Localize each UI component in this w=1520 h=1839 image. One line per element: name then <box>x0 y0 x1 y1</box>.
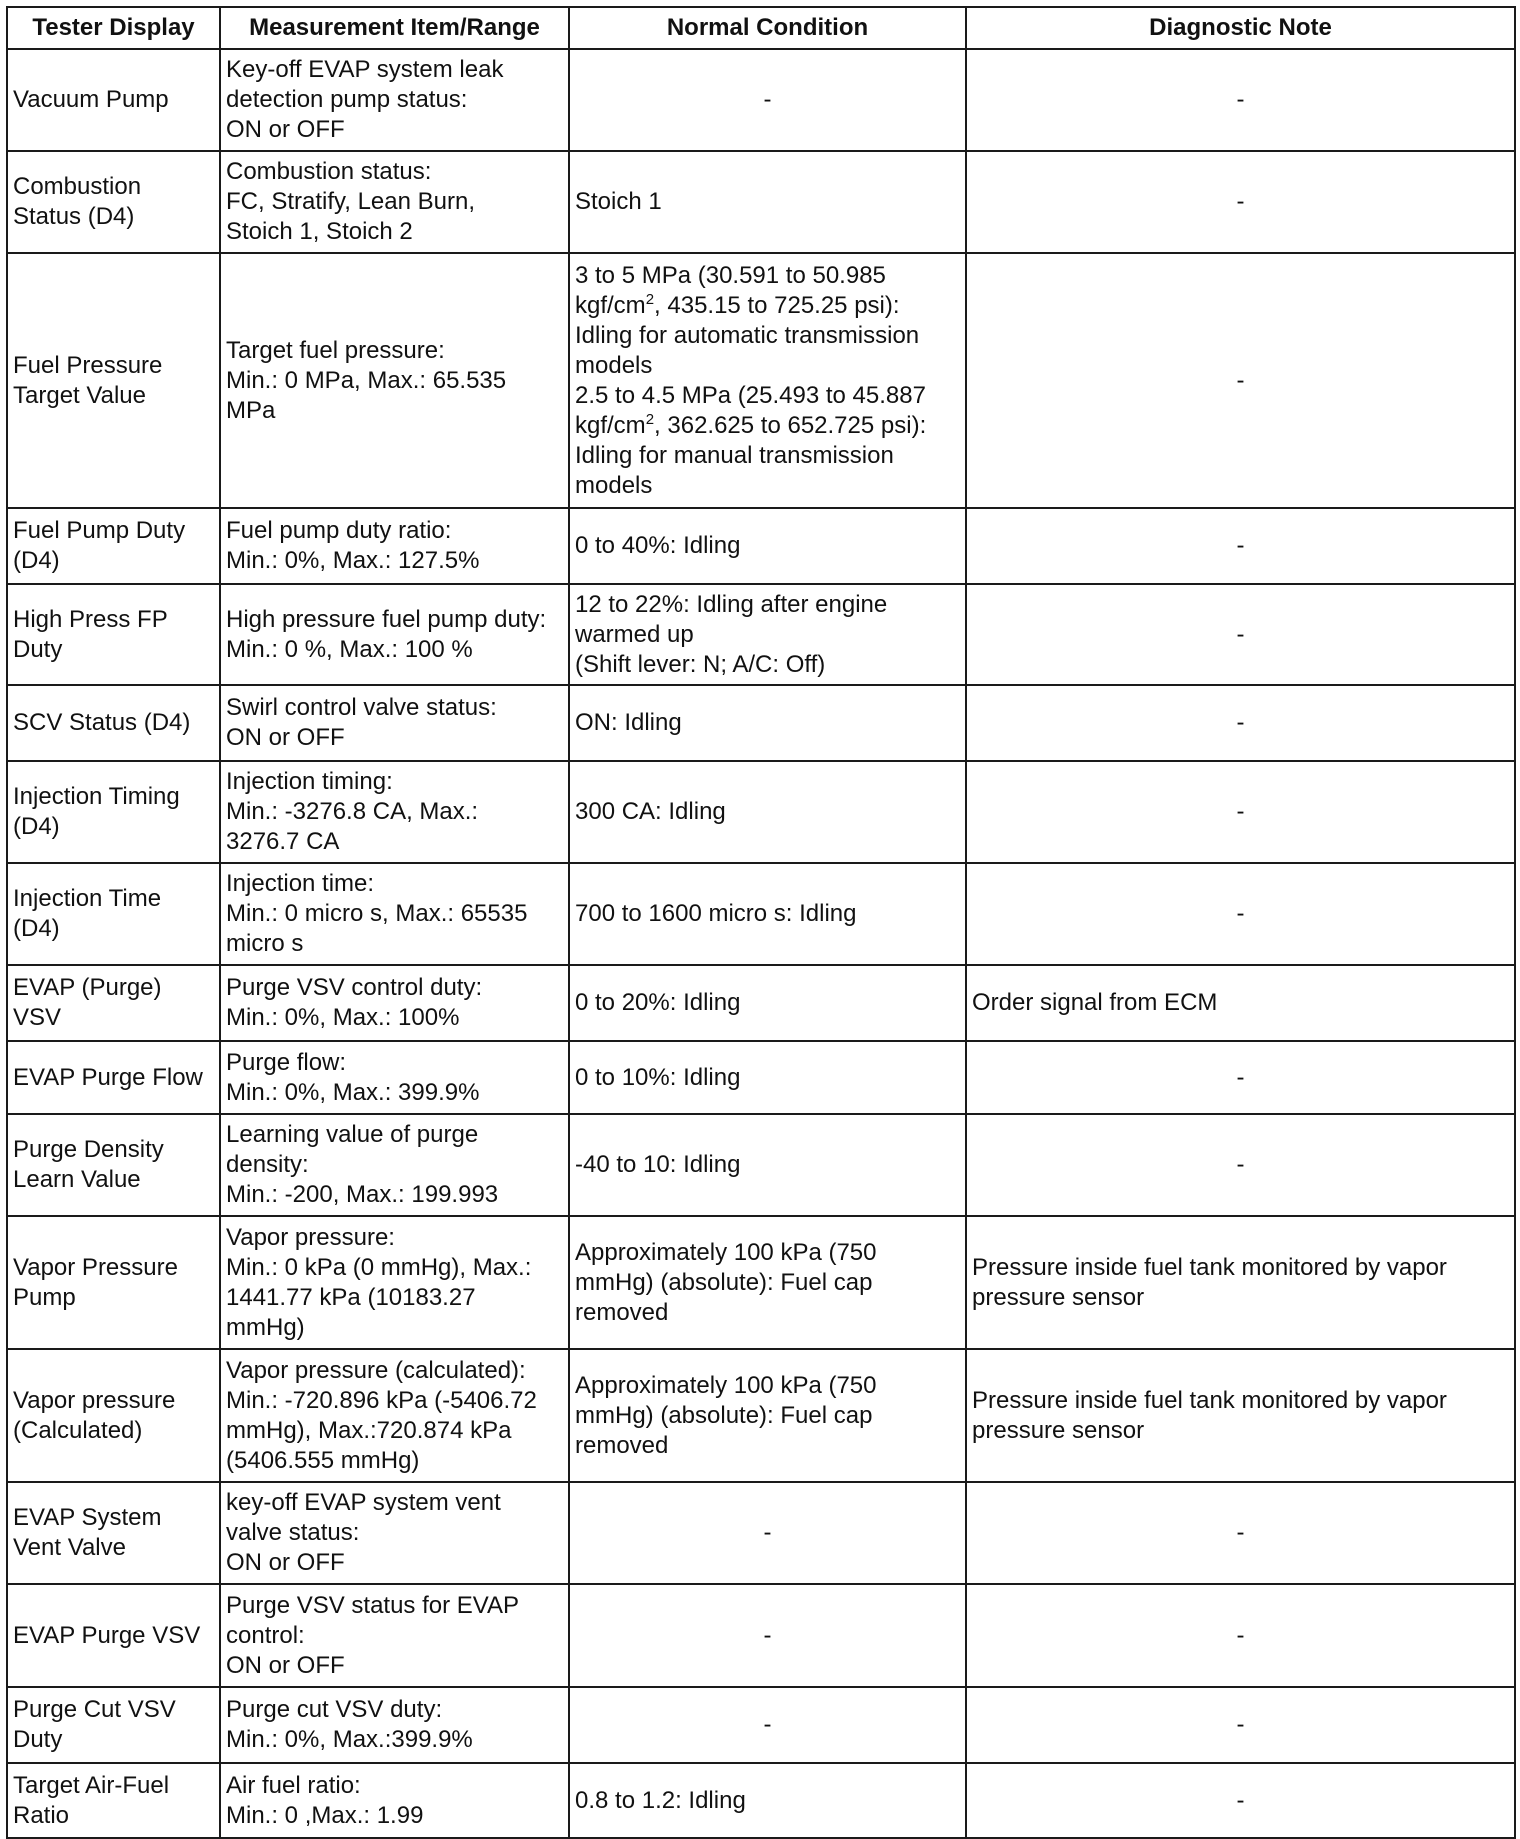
cell-text-line: Injection Timing <box>13 783 180 810</box>
cell-text-line: - <box>763 86 772 113</box>
tester-display-cell <box>7 863 220 965</box>
cell-text-line: Learning value of purge <box>226 1121 479 1148</box>
cell-text-line: (Calculated) <box>13 1416 143 1444</box>
cell-text-line: mmHg) (absolute): Fuel cap <box>575 1401 873 1429</box>
cell-text-line: Pressure inside fuel tank monitored by vapor <box>972 1386 1447 1414</box>
header-row <box>7 7 1515 49</box>
diagnostic-note-cell <box>966 508 1515 584</box>
cell-text-line: Idling for manual transmission <box>575 441 894 469</box>
cell-text-line: - <box>1236 1621 1245 1649</box>
cell-text-line: valve status: <box>226 1519 360 1546</box>
cell-text-line: Target fuel pressure: <box>226 336 445 364</box>
cell-text-line: Min.: 0%, Max.: 399.9% <box>226 1078 480 1106</box>
measurement-range-cell <box>220 1114 569 1216</box>
diagnostic-note-cell <box>966 863 1515 965</box>
diagnostic-note-cell <box>966 685 1515 761</box>
cell-text-line: 0.8 to 1.2: Idling <box>575 1786 746 1814</box>
normal-condition-cell <box>569 1216 966 1349</box>
table-body <box>7 49 1515 1838</box>
header-tester-display: Tester Display <box>7 7 220 49</box>
cell-text-line: ON or OFF <box>226 1651 345 1679</box>
table-row <box>7 1041 1515 1114</box>
diagnostic-note-cell <box>966 49 1515 151</box>
cell-text-line: - <box>763 1519 772 1546</box>
diagnostic-note-cell <box>966 584 1515 685</box>
cell-text-line: models <box>575 471 653 499</box>
cell-text-line: Injection Time <box>13 885 162 912</box>
cell-text-line: models <box>575 351 653 379</box>
diagnostic-note-cell <box>966 1216 1515 1349</box>
table-row <box>7 1763 1515 1838</box>
cell-text-line: Purge VSV status for EVAP <box>226 1591 520 1619</box>
cell-text-line: FC, Stratify, Lean Burn, <box>226 188 475 215</box>
cell-text-line: Vent Valve <box>13 1534 126 1561</box>
cell-text-line: - <box>1236 1151 1245 1178</box>
table-row <box>7 584 1515 685</box>
tester-display-cell <box>7 508 220 584</box>
cell-text-line: pressure sensor <box>972 1416 1145 1444</box>
cell-text-line: Purge cut VSV duty: <box>226 1696 443 1723</box>
cell-text-line: (Shift lever: N; A/C: Off) <box>575 650 826 678</box>
cell-text-line: Key-off EVAP system leak <box>226 56 504 83</box>
cell-text-line: Approximately 100 kPa (750 <box>575 1371 877 1399</box>
table-row <box>7 761 1515 863</box>
table-row <box>7 863 1515 965</box>
cell-text-line: kgf/$cm^2$, 435.15 to 725.25 psi): <box>575 290 900 319</box>
cell-text-line: ON: Idling <box>575 709 682 736</box>
tester-display-cell <box>7 1482 220 1584</box>
cell-text-line: Purge Density <box>13 1136 164 1163</box>
tester-display-cell <box>7 1763 220 1838</box>
cell-text-line: Combustion status: <box>226 158 432 185</box>
cell-text-line: Min.: 0%, Max.: 100% <box>226 1004 460 1031</box>
normal-condition-cell <box>569 863 966 965</box>
cell-text-line: 0 to 20%: Idling <box>575 989 741 1016</box>
cell-text-line: kgf/$cm^2$, 362.625 to 652.725 psi): <box>575 410 927 439</box>
cell-text-line: Approximately 100 kPa (750 <box>575 1238 877 1266</box>
normal-condition-cell <box>569 1763 966 1838</box>
measurement-range-cell <box>220 685 569 761</box>
cell-text-line: - <box>1236 366 1245 394</box>
measurement-range-cell <box>220 1763 569 1838</box>
table-row <box>7 151 1515 253</box>
table-row <box>7 1349 1515 1482</box>
cell-text-line: Vapor Pressure <box>13 1253 178 1281</box>
tester-display-cell <box>7 584 220 685</box>
cell-text-line: Fuel Pump Duty <box>13 517 186 544</box>
diagnostic-note-cell <box>966 1482 1515 1584</box>
cell-text-line: - <box>763 1621 772 1649</box>
cell-text-line: mmHg), Max.:720.874 kPa <box>226 1416 512 1444</box>
measurement-range-cell <box>220 253 569 508</box>
table-row <box>7 49 1515 151</box>
cell-text-line: Vapor pressure: <box>226 1223 395 1251</box>
measurement-range-cell <box>220 1482 569 1584</box>
cell-text-line: warmed up <box>575 620 694 648</box>
cell-text-line: Purge VSV control duty: <box>226 974 483 1001</box>
cell-text-line: micro s <box>226 930 304 957</box>
cell-text-line: - <box>1236 1519 1245 1546</box>
cell-text-line: (D4) <box>13 547 60 574</box>
table-row <box>7 1114 1515 1216</box>
normal-condition-cell <box>569 965 966 1041</box>
cell-text-line: High Press FP <box>13 605 168 633</box>
cell-text-line: Duty <box>13 1726 63 1753</box>
cell-text-line: Injection time: <box>226 870 375 897</box>
cell-text-line: 3276.7 CA <box>226 828 340 855</box>
cell-text-line: EVAP Purge VSV <box>13 1621 201 1649</box>
cell-text-line: Min.: 0 kPa (0 mmHg), Max.: <box>226 1253 532 1281</box>
cell-text-line: Order signal from ECM <box>972 989 1218 1016</box>
tester-display-cell <box>7 253 220 508</box>
header-diagnostic-note: Diagnostic Note <box>966 7 1515 49</box>
normal-condition-cell <box>569 49 966 151</box>
cell-text-line: - <box>1236 1063 1245 1091</box>
normal-condition-cell <box>569 253 966 508</box>
table-row <box>7 1687 1515 1763</box>
cell-text-line: Min.: 0 MPa, Max.: 65.535 <box>226 366 507 394</box>
tester-display-cell <box>7 151 220 253</box>
cell-text-line: Min.: 0%, Max.: 127.5% <box>226 547 480 574</box>
cell-text-line: - <box>1236 532 1245 559</box>
measurement-range-cell <box>220 1584 569 1687</box>
cell-text-line: - <box>1236 620 1245 648</box>
cell-text-line: removed <box>575 1298 669 1326</box>
diagnostic-note-cell <box>966 1763 1515 1838</box>
normal-condition-cell <box>569 1584 966 1687</box>
measurement-range-cell <box>220 761 569 863</box>
cell-text-line: Idling for automatic transmission <box>575 321 920 349</box>
cell-text-line: - <box>1236 86 1245 113</box>
cell-text-line: - <box>1236 1786 1245 1814</box>
cell-text-line: - <box>1236 798 1245 825</box>
cell-text-line: VSV <box>13 1004 62 1031</box>
cell-text-line: MPa <box>226 396 276 424</box>
diagnostic-note-cell <box>966 1687 1515 1763</box>
tester-display-cell <box>7 965 220 1041</box>
cell-text-line: - <box>1236 709 1245 736</box>
cell-text-line: Stoich 1, Stoich 2 <box>226 218 413 245</box>
cell-text-line: Vapor pressure <box>13 1386 176 1414</box>
cell-text-line: density: <box>226 1151 309 1178</box>
cell-text-line: Fuel Pressure <box>13 351 163 379</box>
cell-text-line: High pressure fuel pump duty: <box>226 605 547 633</box>
normal-condition-cell <box>569 761 966 863</box>
tester-display-cell <box>7 1687 220 1763</box>
cell-text-line: (D4) <box>13 813 60 840</box>
cell-text-line: Min.: 0 micro s, Max.: 65535 <box>226 900 528 927</box>
diagnostic-note-cell <box>966 761 1515 863</box>
measurement-range-cell <box>220 1349 569 1482</box>
cell-text-line: Injection timing: <box>226 768 393 795</box>
cell-text-line: Fuel pump duty ratio: <box>226 517 452 544</box>
normal-condition-cell <box>569 584 966 685</box>
cell-text-line: Min.: 0%, Max.:399.9% <box>226 1726 473 1753</box>
measurement-range-cell <box>220 1216 569 1349</box>
cell-text-line: - <box>1236 1711 1245 1738</box>
cell-text-line: (5406.555 mmHg) <box>226 1446 420 1474</box>
cell-text-line: EVAP System <box>13 1504 162 1531</box>
normal-condition-cell <box>569 1349 966 1482</box>
measurement-range-cell <box>220 151 569 253</box>
diagnostic-note-cell <box>966 965 1515 1041</box>
measurement-range-cell <box>220 863 569 965</box>
cell-text-line: (D4) <box>13 915 60 942</box>
cell-text-line: - <box>763 1711 772 1738</box>
cell-text-line: Air fuel ratio: <box>226 1771 361 1799</box>
cell-text-line: 1441.77 kPa (10183.27 <box>226 1283 476 1311</box>
cell-text-line: Combustion <box>13 173 142 200</box>
cell-text-line: detection pump status: <box>226 86 468 113</box>
cell-text-line: 0 to 40%: Idling <box>575 532 741 559</box>
cell-text-line: Min.: 0 %, Max.: 100 % <box>226 635 473 663</box>
measurement-range-cell <box>220 1687 569 1763</box>
cell-text-line: ON or OFF <box>226 724 345 751</box>
normal-condition-cell <box>569 685 966 761</box>
table-row <box>7 1584 1515 1687</box>
tester-display-cell <box>7 685 220 761</box>
cell-text-line: Stoich 1 <box>575 188 662 215</box>
normal-condition-cell <box>569 508 966 584</box>
cell-text-line: 2.5 to 4.5 MPa (25.493 to 45.887 <box>575 381 926 409</box>
measurement-range-cell <box>220 584 569 685</box>
cell-text-line: Pump <box>13 1283 76 1311</box>
cell-text-line: Learn Value <box>13 1166 141 1193</box>
cell-text-line: Target Value <box>13 381 146 409</box>
measurement-range-cell <box>220 965 569 1041</box>
normal-condition-cell <box>569 1687 966 1763</box>
tester-display-cell <box>7 1041 220 1114</box>
cell-text-line: removed <box>575 1431 669 1459</box>
cell-text-line: - <box>1236 900 1245 927</box>
normal-condition-cell <box>569 151 966 253</box>
table-row <box>7 253 1515 508</box>
cell-text-line: mmHg) (absolute): Fuel cap <box>575 1268 873 1296</box>
cell-text-line: Target Air-Fuel <box>13 1771 170 1799</box>
cell-text-line: ON or OFF <box>226 1549 345 1576</box>
cell-text-line: Vacuum Pump <box>13 86 169 113</box>
tester-display-cell <box>7 49 220 151</box>
cell-text-line: Ratio <box>13 1801 70 1829</box>
header-normal-condition: Normal Condition <box>569 7 966 49</box>
cell-text-line: - <box>1236 188 1245 215</box>
tester-display-cell <box>7 1584 220 1687</box>
cell-text-line: -40 to 10: Idling <box>575 1151 741 1178</box>
cell-text-line: Vapor pressure (calculated): <box>226 1356 526 1384</box>
diagnostic-note-cell <box>966 1041 1515 1114</box>
cell-text-line: key-off EVAP system vent <box>226 1489 501 1516</box>
diagnostic-data-table <box>6 6 1516 1839</box>
tester-display-cell <box>7 1114 220 1216</box>
normal-condition-cell <box>569 1482 966 1584</box>
tester-display-cell <box>7 1216 220 1349</box>
cell-text-line: Min.: -720.896 kPa (-5406.72 <box>226 1386 537 1414</box>
measurement-range-cell <box>220 1041 569 1114</box>
diagnostic-note-cell <box>966 1114 1515 1216</box>
normal-condition-cell <box>569 1114 966 1216</box>
cell-text-line: pressure sensor <box>972 1283 1145 1311</box>
cell-text-line: Min.: 0 ,Max.: 1.99 <box>226 1801 424 1829</box>
table-row <box>7 685 1515 761</box>
tester-display-cell <box>7 1349 220 1482</box>
diagnostic-note-cell <box>966 1584 1515 1687</box>
cell-text-line: Duty <box>13 635 63 663</box>
cell-text-line: EVAP Purge Flow <box>13 1063 203 1091</box>
cell-text-line: SCV Status (D4) <box>13 709 191 736</box>
tester-display-cell <box>7 761 220 863</box>
diagnostic-note-cell <box>966 151 1515 253</box>
cell-text-line: Min.: -3276.8 CA, Max.: <box>226 798 479 825</box>
table-row <box>7 1216 1515 1349</box>
cell-text-line: Pressure inside fuel tank monitored by vapor <box>972 1253 1447 1281</box>
cell-text-line: 0 to 10%: Idling <box>575 1063 741 1091</box>
cell-text-line: EVAP (Purge) <box>13 974 162 1001</box>
cell-text-line: Purge Cut VSV <box>13 1696 176 1723</box>
cell-text-line: mmHg) <box>226 1313 305 1341</box>
cell-text-line: 700 to 1600 micro s: Idling <box>575 900 857 927</box>
normal-condition-cell <box>569 1041 966 1114</box>
measurement-range-cell <box>220 49 569 151</box>
cell-text-line: 300 CA: Idling <box>575 798 726 825</box>
diagnostic-note-cell <box>966 1349 1515 1482</box>
diagnostic-note-cell <box>966 253 1515 508</box>
table-row <box>7 508 1515 584</box>
header-measurement-item: Measurement Item/Range <box>220 7 569 49</box>
cell-text-line: Swirl control valve status: <box>226 694 497 721</box>
cell-text-line: 12 to 22%: Idling after engine <box>575 590 888 618</box>
measurement-range-cell <box>220 508 569 584</box>
cell-text-line: ON or OFF <box>226 116 345 143</box>
cell-text-line: control: <box>226 1621 305 1649</box>
cell-text-line: Min.: -200, Max.: 199.993 <box>226 1181 499 1208</box>
cell-text-line: Status (D4) <box>13 203 135 230</box>
cell-text-line: 3 to 5 MPa (30.591 to 50.985 <box>575 261 886 289</box>
table-row <box>7 965 1515 1041</box>
cell-text-line: Purge flow: <box>226 1048 347 1076</box>
table-row <box>7 1482 1515 1584</box>
